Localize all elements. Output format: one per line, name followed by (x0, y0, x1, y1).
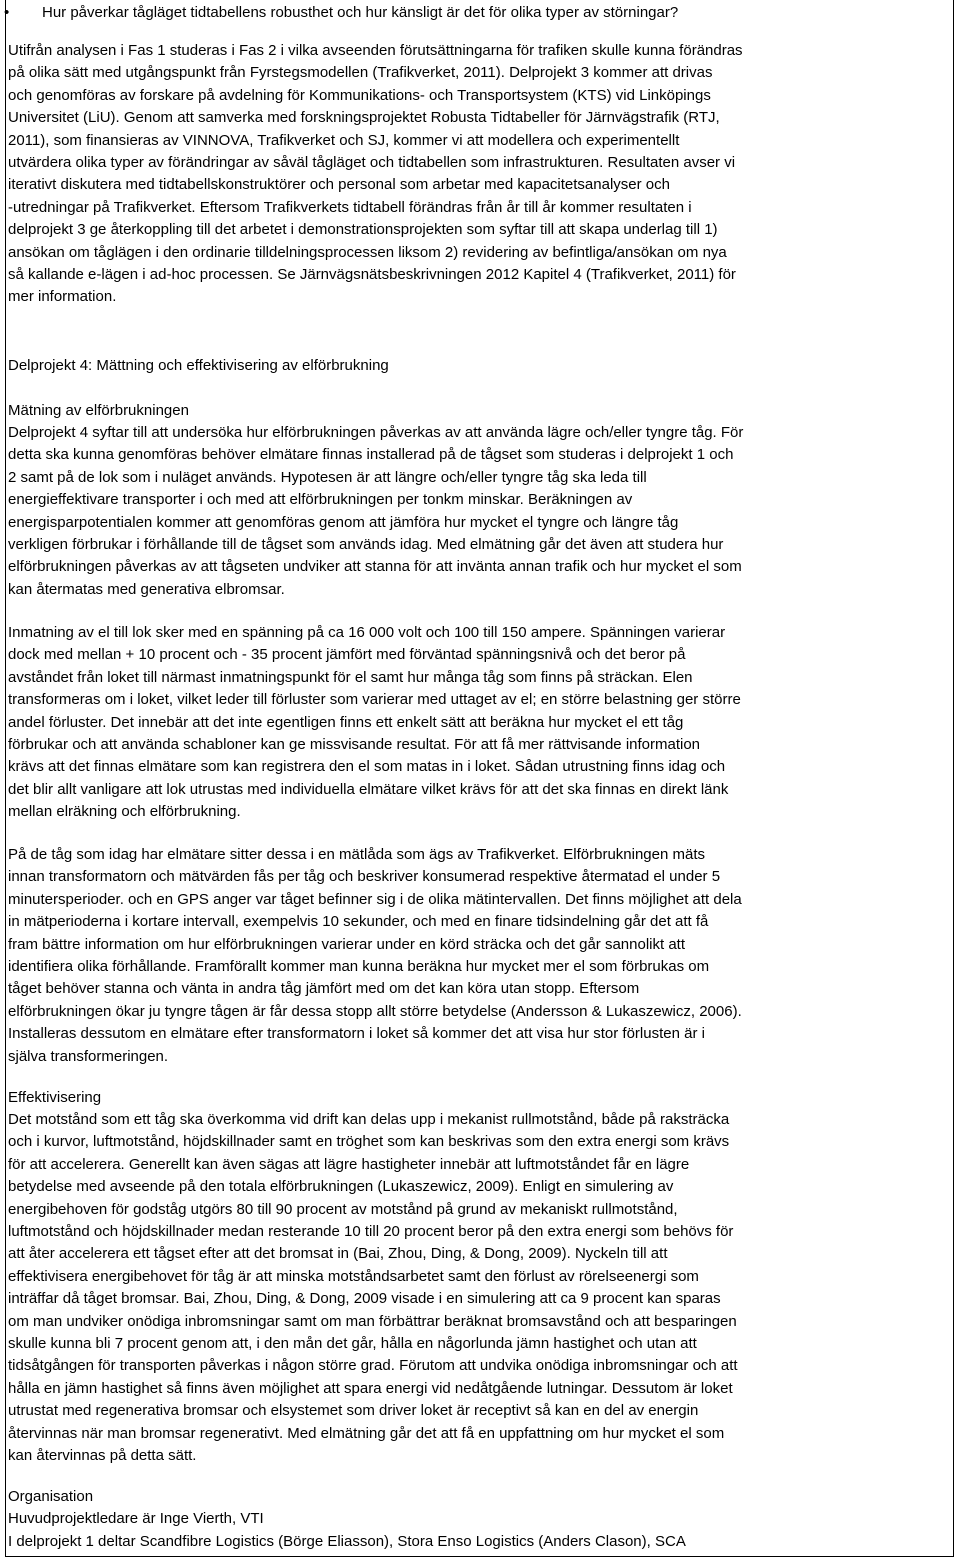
text-line: dock med mellan + 10 procent och - 35 procent jämfört med förväntad spänningsnivå och det beror på (8, 646, 686, 664)
text-line: och genomföras av forskare på avdelning för Kommunikations- och Transportsystem (KTS) vid Linköpings (8, 86, 711, 104)
text-line: energibehoven för godståg utgörs 80 till 90 procent av motstånd på grund av mekaniskt rullmotstånd, (8, 1200, 678, 1218)
text-line: effektivisera energibehovet för tåg är att minska motståndsarbetet samt den förlust av rörelseenergi som (8, 1267, 699, 1285)
text-line: om man undviker onödiga inbromsningar samt om man förbättrar beräknat bromsavstånd och att besparingen (8, 1312, 737, 1330)
text-line: krävs att det finnas elmätare som kan registrera den el som matas in i loket. Sådan utrustning finns idag och (8, 758, 726, 776)
organisation-heading: Organisation (8, 1488, 94, 1505)
text-line: hålla en jämn hastighet så finns även möjlighet att spara energi vid nedåtgående lutningar. Dessutom är loket (8, 1379, 733, 1397)
text-line: 2011), som finansieras av VINNOVA, Trafikverket och SJ, kommer vi att modellera och experimentellt (8, 131, 680, 149)
text-line: mer information. (8, 288, 117, 306)
text-line: luftmotstånd och höjdskillnader medan resterande 10 till 20 procent beror på den extra energi som behövs för (8, 1223, 734, 1241)
text-line: ansökan om tåglägen i den ordinarie tilldelningsprocessen liksom 2) revidering av befintliga/ansökan om nya (8, 243, 727, 261)
text-line: för att accelerera. Generellt kan även sägas att lägre hastigheter innebär att luftmotståndet får en lägre (8, 1155, 690, 1173)
text-line: mellan elräkning och elförbrukning. (8, 803, 241, 821)
text-line: kan återmatas med generativa elbromsar. (8, 580, 285, 598)
text-line: kan återvinnas på detta sätt. (8, 1447, 197, 1465)
text-line: att åter accelerera ett tågset efter att det bromsat in (Bai, Zhou, Ding, & Dong, 2009). Nyckeln till att (8, 1245, 668, 1263)
paragraph-tag (8, 844, 948, 1068)
text-line: detta ska kunna genomföras behöver elmätare finnas installerad på de tågset som studeras i delprojekt 1 och (8, 446, 734, 464)
text-line: energisparpotentialen kommer att genomföras genom att jämföra hur mycket el tyngre och längre tåg (8, 513, 679, 531)
text-line: delprojekt 3 ge återkoppling till det arbetet i demonstrationsprojekten som syftar till att skapa underlag till 1) (8, 221, 718, 239)
text-line: fram bättre information om hur elförbrukningen varierar under en körd sträcka och det går sannolikt att (8, 935, 686, 953)
text-line: Huvudprojektledare är Inge Vierth, VTI (8, 1510, 264, 1528)
text-line: verkligen förbrukar i förhållande till de tågset som används idag. Med elmätning går det även att studera hur (8, 536, 724, 554)
text-line: skulle kunna bli 7 procent genom att, i den mån det går, hålla en någorlunda jämn hastighet och utan att (8, 1335, 697, 1353)
bullet-symbol: • (4, 4, 10, 21)
text-line: själva transformeringen. (8, 1047, 169, 1065)
organisation-section (8, 1486, 948, 1553)
effektivisering-heading: Effektivisering (8, 1089, 102, 1106)
paragraph-intro (8, 40, 948, 309)
text-line: -utredningar på Trafikverket. Eftersom Trafikverkets tidtabell förändras från år till år kommer resultaten i (8, 198, 692, 216)
text-line: avståndet från loket till närmast inmatningspunkt för el samt hur många tåg som finns på sträckan. Elen (8, 668, 693, 686)
paragraph-effektivisering (8, 1109, 948, 1468)
paragraph-inmatning (8, 622, 948, 824)
text-line: Universitet (LiU). Genom att samverka med forskningsprojektet Robusta Tidtabeller för Järnvägstrafik (RTJ, (8, 109, 720, 127)
text-line: utrustat med regenerativa bromsar och elsystemet som driver loket är receptivt så kan en del av energin (8, 1402, 699, 1420)
text-line: Installeras dessutom en elmätare efter transformatorn i loket så kommer det att visa hur stor förlusten är i (8, 1025, 705, 1043)
text-line: Inmatning av el till lok sker med en spänning på ca 16 000 volt och 100 till 150 ampere. Spänningen varierar (8, 624, 726, 641)
text-line: tidsåtgången för transporten påverkas i någon större grad. Förutom att undvika onödiga inbromsningar och att (8, 1357, 738, 1375)
text-line: transformeras om i loket, vilket leder till förluster som varierar med uttaget av el; en större belastning ger större (8, 691, 741, 709)
text-line: minutersperioder. och en GPS anger var tåget befinner sig i de olika mätintervallen. Det finns möjlighet att dela (8, 890, 742, 908)
text-line: förbrukar och att använda schabloner kan ge missvisande resultat. För att få mer rättvisande information (8, 736, 701, 754)
text-line: utvärdera olika typer av förändringar av såväl tågläget och tidtabellen som infrastrukturen. Resultaten avser vi (8, 154, 736, 172)
delprojekt4-heading: Delprojekt 4: Mättning och effektivisering av elförbrukning (8, 357, 389, 374)
paragraph-matning (8, 422, 948, 601)
text-line: in mätperioderna i kortare intervall, exempelvis 10 sekunder, och med en finare tidsindelning går det att få (8, 913, 709, 931)
text-line: andel förluster. Det innebär att det inte egentligen finns ett enkelt sätt att beräkna hur mycket el ett tåg (8, 713, 684, 731)
text-line: iterativt diskutera med tidtabellskonstruktörer och personal som arbetar med kapacitetsanalyser och (8, 176, 670, 194)
text-line: elförbrukningen påverkas av att tågseten undviker att stanna för att invänta annan trafik och hur mycket el som (8, 558, 742, 576)
matning-heading: Mätning av elförbrukningen (8, 402, 189, 419)
text-line: Delprojekt 4 syftar till att undersöka hur elförbrukningen påverkas av att använda lägre och/eller tyngre tåg. För (8, 424, 744, 441)
text-line: Det motstånd som ett tåg ska överkomma vid drift kan delas upp i mekanist rullmotstånd, både på raksträcka (8, 1111, 730, 1128)
bullet-text: Hur påverkar tågläget tidtabellens robusthet och hur känsligt är det för olika typer av störningar? (42, 4, 679, 21)
text-line: 2 samt på de lok som i nuläget används. Hypotesen är att längre och/eller tyngre tåg ska leda till (8, 468, 647, 486)
text-line: I delprojekt 1 deltar Scandfibre Logistics (Börge Eliasson), Stora Enso Logistics (Anders Clason), SCA (8, 1532, 686, 1550)
text-line: betydelse med avseende på den totala elförbrukningen (Lukaszewicz, 2009). Enligt en simulering av (8, 1178, 674, 1196)
text-line: innan transformatorn och mätvärden fås per tåg och beskriver konsumerad respektive återmatad el under 5 (8, 868, 721, 886)
text-line: På de tåg som idag har elmätare sitter dessa i en mätlåda som ägs av Trafikverket. Elförbrukningen mäts (8, 846, 706, 863)
text-line: Utifrån analysen i Fas 1 studeras i Fas 2 i vilka avseenden förutsättningarna för trafiken skulle kunna förändras (8, 42, 743, 59)
text-line: det blir allt vanligare att lok utrustas med individuella elmätare vilket krävs för att det ska finnas en direkt länk (8, 780, 729, 798)
text-line: energieffektivare transporter i och med att elförbrukningen per tonkm minskar. Beräkningen av (8, 491, 633, 509)
text-line: elförbrukningen ökar ju tyngre tågen är får dessa stopp allt större betydelse (Andersson & Lukaszewicz, 2006). (8, 1002, 742, 1020)
text-line: på olika sätt med utgångspunkt från Fyrstegsmodellen (Trafikverket, 2011). Delprojekt 3 kommer att drivas (8, 64, 713, 82)
text-line: och i kurvor, luftmotstånd, höjdskillnader samt en tröghet som kan beskrivas som den extra energi som krävs (8, 1133, 730, 1151)
text-line: identifiera olika förhållande. Framförallt kommer man kunna beräkna hur mycket mer el som förbrukas om (8, 958, 710, 976)
text-line: så kallande e-lägen i ad-hoc processen. Se Järnvägsnätsbeskrivningen 2012 Kapitel 4 (Trafikverket, 2011) för (8, 266, 736, 284)
text-line: inträffar då tåget bromsar. Bai, Zhou, Ding, & Dong, 2009 visade i en simulering att ca 9 procent kan sparas (8, 1290, 721, 1308)
text-line: tåget behöver stanna och vänta in andra tåg jämfört med om det kan köra utan stopp. Eftersom (8, 980, 640, 998)
text-line: återvinnas när man bromsar regenerativt. Med elmätning går det att få en uppfattning om hur mycket el som (8, 1424, 725, 1442)
